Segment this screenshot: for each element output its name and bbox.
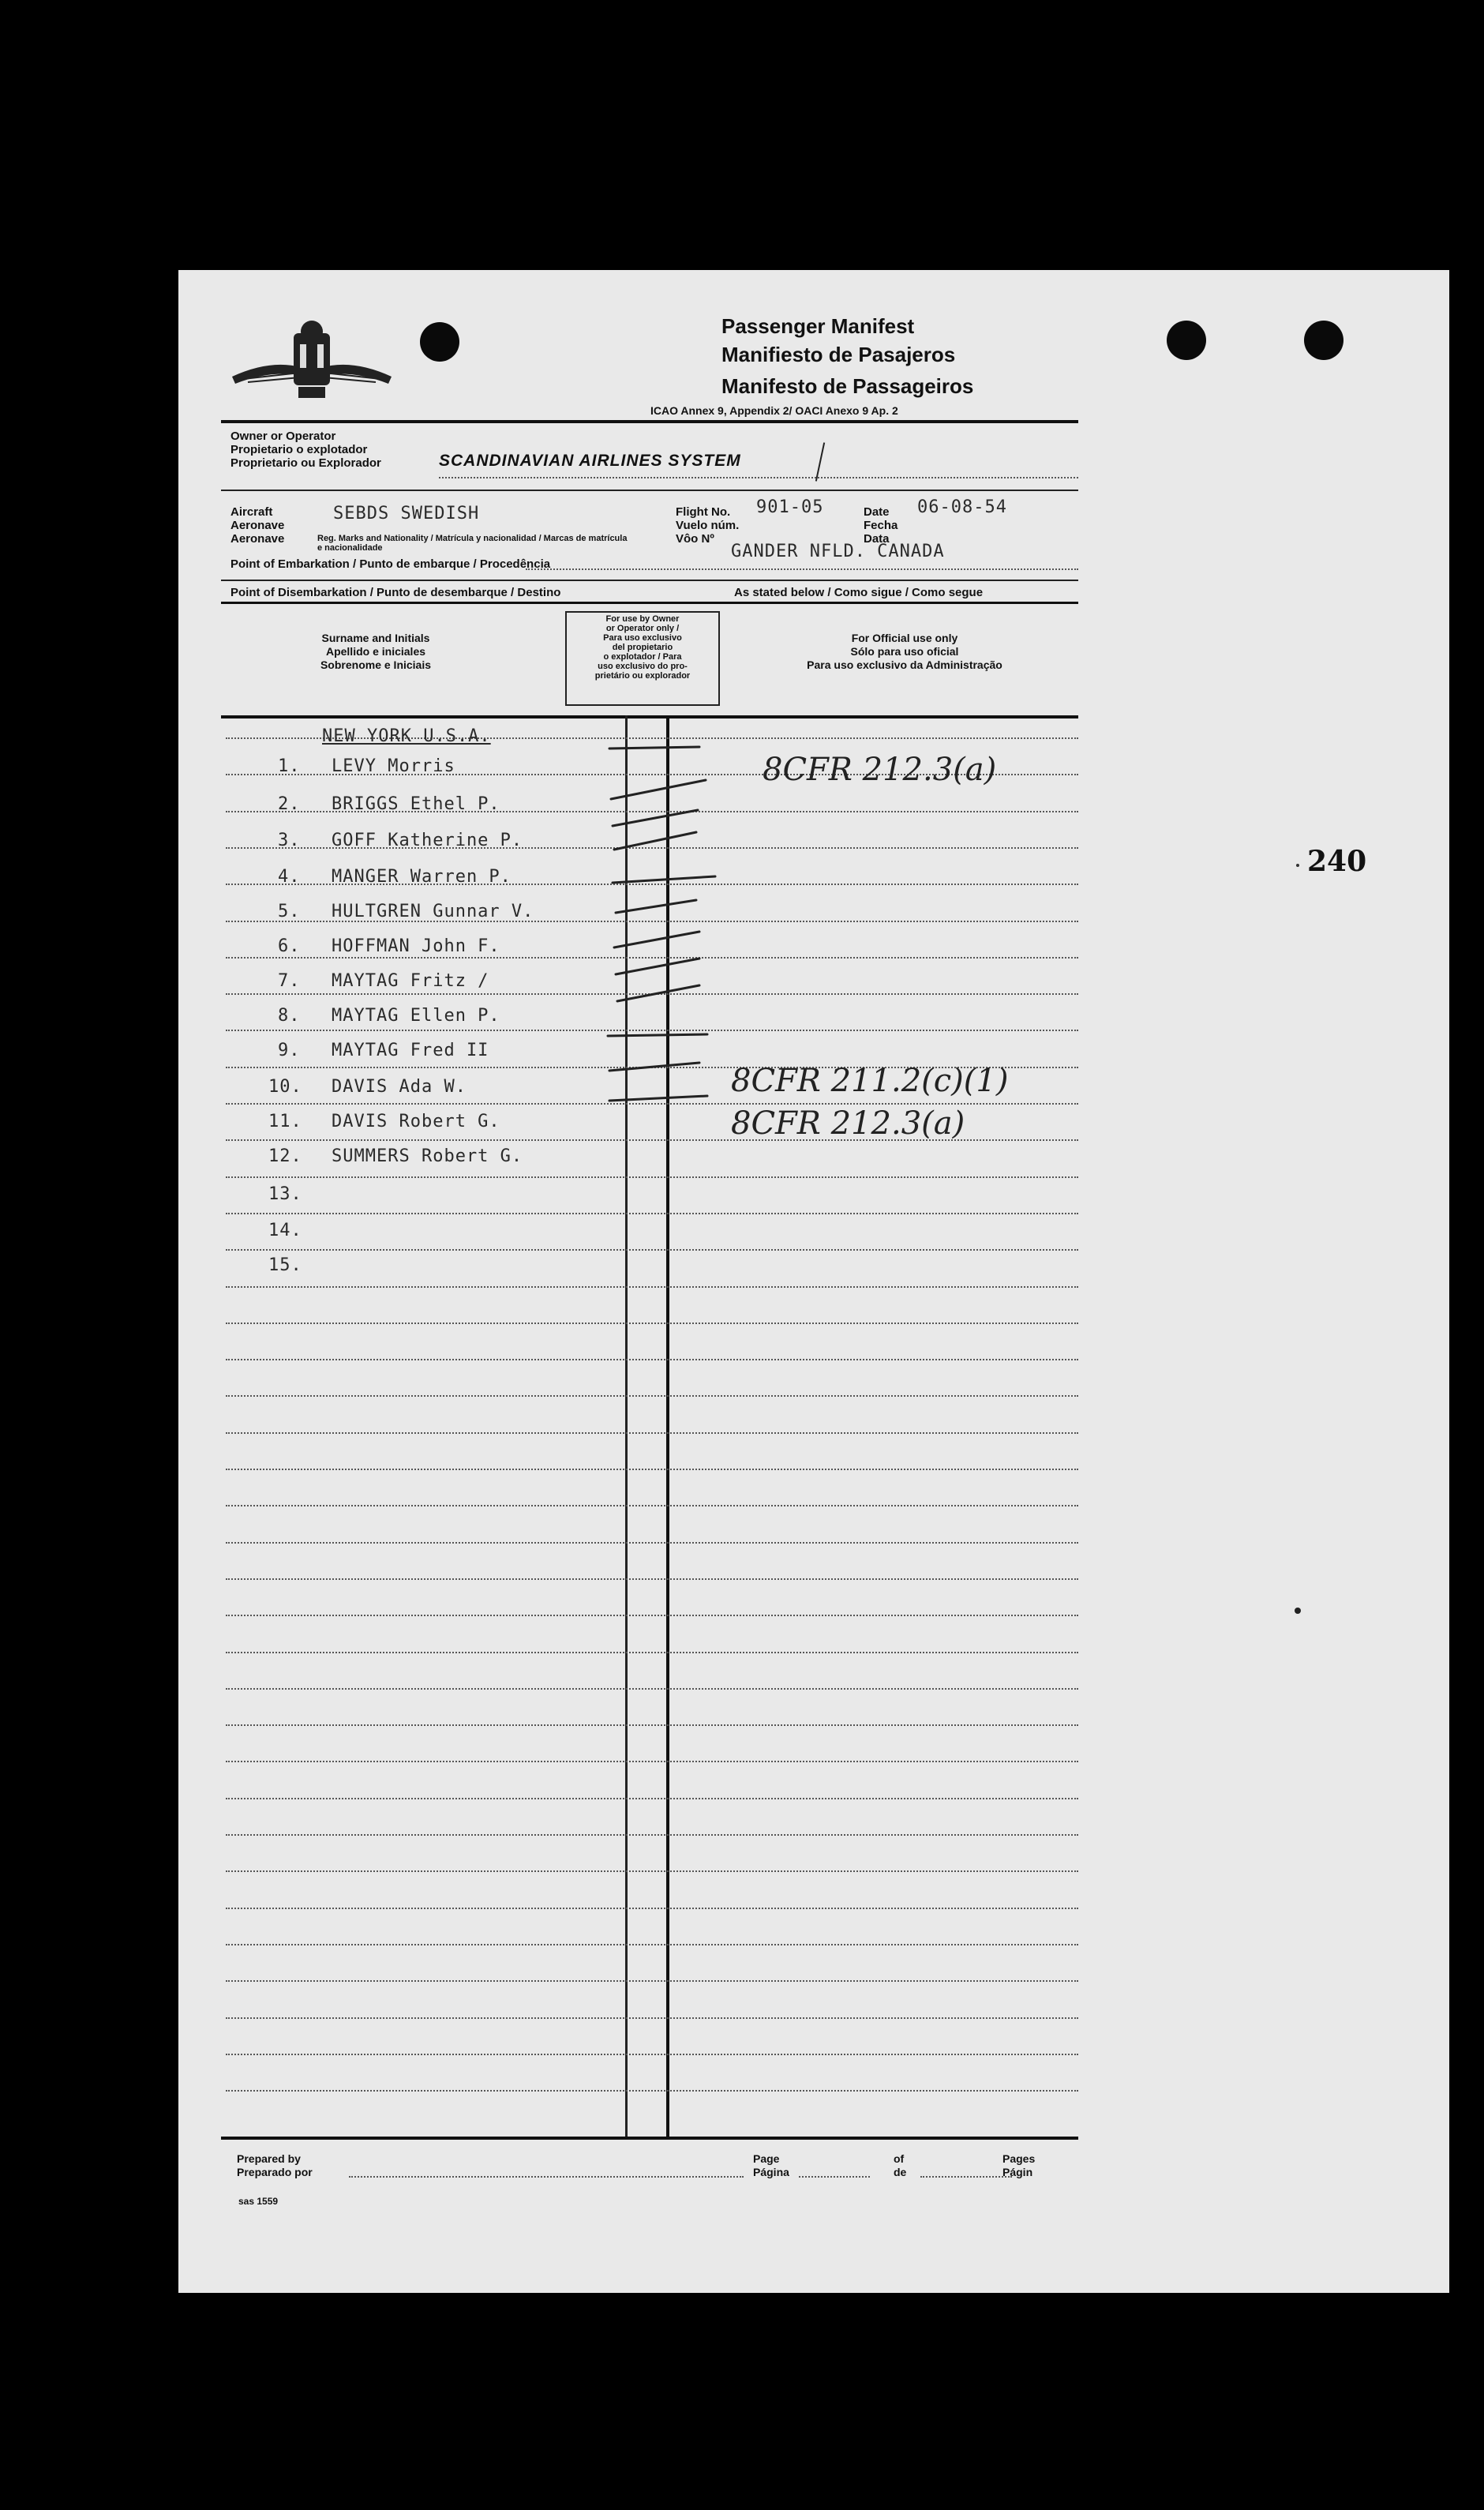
check-stroke (614, 832, 696, 850)
prepared-by-label (237, 2152, 313, 2179)
check-stroke (613, 810, 698, 826)
official-header-en: For Official use only (851, 632, 958, 644)
column-header-official (731, 632, 1078, 672)
ruled-line (226, 1176, 1078, 1178)
flight-label-pt: Vôo Nº (676, 532, 714, 546)
passenger-name: MAYTAG Fritz / (332, 971, 489, 991)
passenger-name: BRIGGS Ethel P. (332, 794, 500, 814)
operator-rule (439, 477, 1078, 478)
date-label-pt: Data (864, 532, 890, 546)
owner-header-line: o explotador / Para (603, 652, 682, 662)
flight-label (676, 505, 739, 546)
flight-date: 06-08-54 (917, 497, 1007, 517)
passenger-number: 11. (268, 1112, 302, 1131)
destination-line: NEW YORK U.S.A. (322, 726, 491, 746)
ruled-line (226, 2090, 1078, 2092)
column-header-rule (221, 715, 1078, 718)
of-rule (920, 2176, 1012, 2178)
operator-slash (815, 442, 825, 481)
passenger-number: 10. (268, 1077, 302, 1097)
passenger-name: SUMMERS Robert G. (332, 1146, 523, 1166)
paper-speck (1295, 1608, 1301, 1614)
passenger-name: MANGER Warren P. (332, 867, 512, 887)
date-label-en: Date (864, 505, 890, 519)
check-stroke (609, 1096, 707, 1101)
aircraft-label-en: Aircraft (230, 505, 273, 519)
check-stroke (613, 876, 715, 883)
owner-header-line: prietário ou explorador (594, 671, 691, 681)
names-header-en: Surname and Initials (321, 632, 430, 644)
aircraft-label-pt: Aeronave (230, 532, 285, 546)
flight-label-en: Flight No. (676, 505, 731, 519)
passenger-number: 1. (278, 756, 301, 776)
owner-header-line: For use by Owner (605, 614, 680, 624)
ruled-line (226, 2054, 1078, 2055)
owner-header-line: Para uso exclusivo (603, 633, 682, 643)
form-number: sas 1559 (238, 2196, 279, 2207)
ruled-line (226, 1286, 1078, 1288)
official-header-pt: Para uso exclusivo da Administração (807, 658, 1002, 671)
sas-emblem-icon (224, 317, 399, 404)
names-header-es: Apellido e iniciales (325, 645, 426, 658)
passenger-name: HULTGREN Gunnar V. (332, 902, 534, 921)
operator-label (230, 430, 381, 470)
passenger-name: DAVIS Ada W. (332, 1077, 467, 1097)
passenger-name: HOFFMAN John F. (332, 936, 500, 956)
page-rule (799, 2176, 870, 2178)
footer-rule (221, 2137, 1078, 2140)
embarkation-label: Point of Embarkation / Punto de embarque / Procedência (230, 557, 551, 571)
disembarkation-note: As stated below / Como sigue / Como segue (734, 586, 984, 599)
official-note-2: 8CFR 211.2(c)(1) (731, 1063, 1009, 1099)
ruled-line (226, 1724, 1078, 1726)
ruled-line (226, 1432, 1078, 1434)
page-stamp-number: 240 (1307, 845, 1367, 878)
ruled-line (226, 1542, 1078, 1544)
check-stroke (614, 932, 699, 947)
of-label-en: of (894, 2152, 905, 2165)
ruled-line (226, 1944, 1078, 1945)
operator-label-en: Owner or Operator (230, 430, 336, 443)
flight-number: 901-05 (756, 497, 824, 517)
of-label-es: de (894, 2166, 907, 2178)
ruled-line (226, 1469, 1078, 1470)
owner-header-line: del propietario (612, 643, 673, 652)
punch-hole (1304, 321, 1343, 360)
passenger-number: 14. (268, 1221, 302, 1240)
official-note-1: 8CFR 212.3(a) (763, 752, 997, 788)
passenger-number: 13. (268, 1184, 302, 1204)
of-label (894, 2152, 906, 2179)
page-label-es: Página (753, 2166, 789, 2178)
embarkation-bottom-rule (221, 580, 1078, 581)
pages-label-es: Págin (1002, 2166, 1033, 2178)
passenger-number: 4. (278, 867, 301, 887)
ruled-line (226, 1908, 1078, 1909)
ruled-line (226, 1578, 1078, 1580)
embarkation-value: GANDER NFLD. CANADA (731, 542, 945, 561)
passenger-name: LEVY Morris (332, 756, 455, 776)
aircraft-reg-label: Reg. Marks and Nationality / Matrícula y nacionalidad / Marcas de matrícula e nacionalidade (317, 534, 628, 553)
ruled-line (226, 2017, 1078, 2019)
check-stroke (616, 959, 699, 974)
check-strokes (605, 744, 731, 1154)
paper-speck (1296, 864, 1299, 867)
aircraft-label-es: Aeronave (230, 519, 285, 532)
aircraft-value: SEBDS SWEDISH (333, 504, 480, 523)
passenger-number: 7. (278, 971, 301, 991)
official-note-3: 8CFR 212.3(a) (731, 1105, 965, 1142)
page-label-en: Page (753, 2152, 780, 2165)
embarkation-rule (526, 568, 1078, 570)
ruled-line (226, 1615, 1078, 1616)
passenger-number: 5. (278, 902, 301, 921)
prepared-by-rule (349, 2176, 744, 2178)
passenger-name: DAVIS Robert G. (332, 1112, 500, 1131)
check-stroke (617, 985, 699, 1001)
header-rule (221, 420, 1078, 423)
manifest-sheet (178, 270, 1449, 2293)
punch-hole (420, 322, 459, 362)
owner-header-line: or Operator only / (605, 624, 680, 633)
ruled-line (226, 1798, 1078, 1799)
pages-label (1002, 2152, 1035, 2179)
passenger-name: MAYTAG Fred II (332, 1041, 489, 1060)
disembarkation-rule (221, 602, 1078, 604)
pages-label-en: Pages (1002, 2152, 1036, 2165)
prepared-by-es: Preparado por (237, 2166, 313, 2178)
operator-label-es: Propietario o explotador (230, 443, 368, 456)
date-label-es: Fecha (864, 519, 898, 532)
flight-label-es: Vuelo núm. (676, 519, 740, 532)
check-stroke (609, 747, 699, 748)
passenger-number: 2. (278, 794, 301, 814)
page-label (753, 2152, 789, 2179)
ruled-line (226, 1395, 1078, 1397)
ruled-line (226, 1359, 1078, 1360)
ruled-line (226, 1980, 1078, 1982)
ruled-line (226, 1505, 1078, 1506)
operator-label-pt: Proprietario ou Explorador (230, 456, 381, 470)
ruled-line (226, 1652, 1078, 1653)
operator-bottom-rule (221, 490, 1078, 491)
ruled-line (226, 1761, 1078, 1762)
passenger-number: 15. (268, 1255, 302, 1275)
title-es: Manifiesto de Pasajeros (721, 343, 956, 366)
passenger-number: 8. (278, 1006, 301, 1026)
passenger-name: MAYTAG Ellen P. (332, 1006, 500, 1026)
title-en: Passenger Manifest (721, 314, 915, 338)
column-header-owner (565, 611, 720, 706)
official-header-es: Sólo para uso oficial (850, 645, 959, 658)
title-pt: Manifesto de Passageiros (721, 374, 974, 398)
check-stroke (616, 900, 696, 913)
ruled-line (226, 1688, 1078, 1690)
check-stroke (608, 1034, 707, 1036)
passenger-number: 12. (268, 1146, 302, 1166)
aircraft-label (230, 505, 284, 546)
names-header-pt: Sobrenome e Iniciais (320, 658, 432, 671)
passenger-number: 9. (278, 1041, 301, 1060)
disembarkation-label: Point of Disembarkation / Punto de desembarque / Destino (230, 586, 561, 599)
column-header-names (273, 632, 478, 672)
punch-hole (1167, 321, 1206, 360)
ruled-line (226, 1834, 1078, 1836)
ruled-line (226, 1870, 1078, 1872)
passenger-number: 3. (278, 831, 301, 850)
ruled-line (226, 1323, 1078, 1324)
passenger-name: GOFF Katherine P. (332, 831, 523, 850)
operator-value: SCANDINAVIAN AIRLINES SYSTEM (439, 452, 741, 470)
prepared-by-en: Prepared by (237, 2152, 301, 2165)
passenger-number: 6. (278, 936, 301, 956)
owner-header-line: uso exclusivo do pro- (598, 662, 688, 671)
check-stroke (609, 1063, 699, 1071)
icao-reference: ICAO Annex 9, Appendix 2/ OACI Anexo 9 Ap. 2 (650, 404, 898, 417)
date-label (864, 505, 898, 546)
check-stroke (611, 780, 706, 799)
ruled-line (226, 1249, 1078, 1251)
ruled-line (226, 1213, 1078, 1214)
